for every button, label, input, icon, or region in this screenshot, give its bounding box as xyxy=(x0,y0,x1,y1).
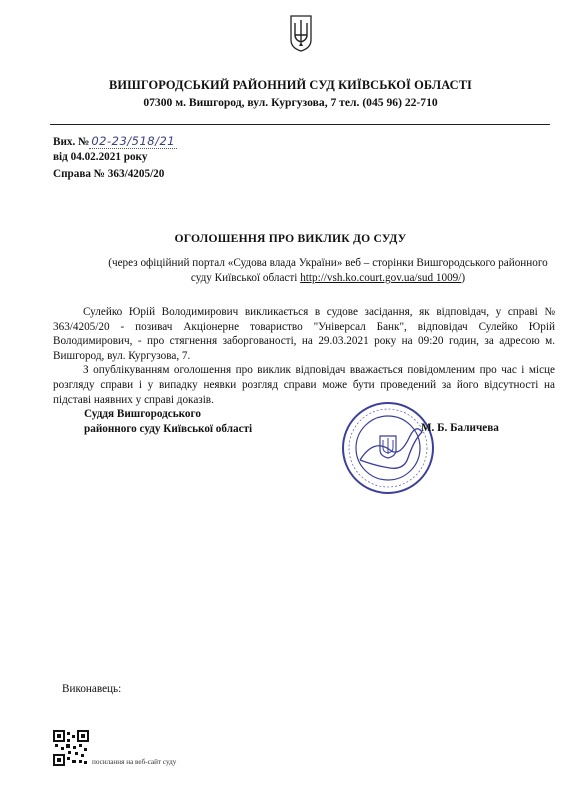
outgoing-number-handwritten: 02-23/518/21 xyxy=(91,134,176,148)
court-address: 07300 м. Вишгород, вул. Кургузова, 7 тел. (045 96) 22-710 xyxy=(143,96,438,109)
qr-caption: посилання на веб-сайт суду xyxy=(92,758,177,766)
case-number: Справа № 363/4205/20 xyxy=(53,168,165,180)
trident-emblem-icon xyxy=(289,14,313,52)
court-seal-icon xyxy=(340,400,436,496)
notice-title: ОГОЛОШЕННЯ ПРО ВИКЛИК ДО СУДУ xyxy=(174,232,407,245)
notice-body xyxy=(53,305,555,407)
portal-link[interactable]: http://vsh.ko.court.gov.ua/sud 1009/ xyxy=(300,272,462,284)
judge-title xyxy=(84,407,304,437)
outgoing-number-line xyxy=(53,134,177,149)
judge-title-line-2: районного суду Київської області xyxy=(84,423,253,435)
document-date: від 04.02.2021 року xyxy=(53,151,148,163)
portal-close: ) xyxy=(461,272,466,284)
portal-note xyxy=(100,256,556,286)
judge-name: М. Б. Баличева xyxy=(421,422,499,434)
court-name: ВИШГОРОДСЬКИЙ РАЙОННИЙ СУД КИЇВСЬКОЇ ОБЛАСТІ xyxy=(109,78,472,92)
outgoing-label: Вих. № xyxy=(53,136,90,148)
executor-label: Виконавець: xyxy=(62,683,122,695)
judge-title-line-1: Суддя Вишгородського xyxy=(84,408,201,420)
body-paragraph-1: Сулейко Юрій Володимирович викликається в судове засідання, як відповідач, у справі № 363/4205/20 - позивач Акціонерне товариство "Універсал Банк", відповідач Сулейко Юрій Володимирович, - про стягнення заборгованості, на 29.03.2021 року на 09:20 годин, за адресою м. Вишгород, вул. Кургузова, 7. xyxy=(53,306,555,362)
header-divider xyxy=(50,124,550,125)
portal-text: (через офіційний портал «Судова влада України» веб – сторінки Вишгородського районного суду Київської області xyxy=(108,257,548,284)
body-paragraph-2: З опублікуванням оголошення про виклик відповідач вважається повідомленим про час і місце розгляду справи і у випадку неявки розгляд справи може бути проведений за його відсутності на підставі наявних у справі доказів. xyxy=(53,364,555,406)
qr-code-icon[interactable] xyxy=(53,730,89,766)
